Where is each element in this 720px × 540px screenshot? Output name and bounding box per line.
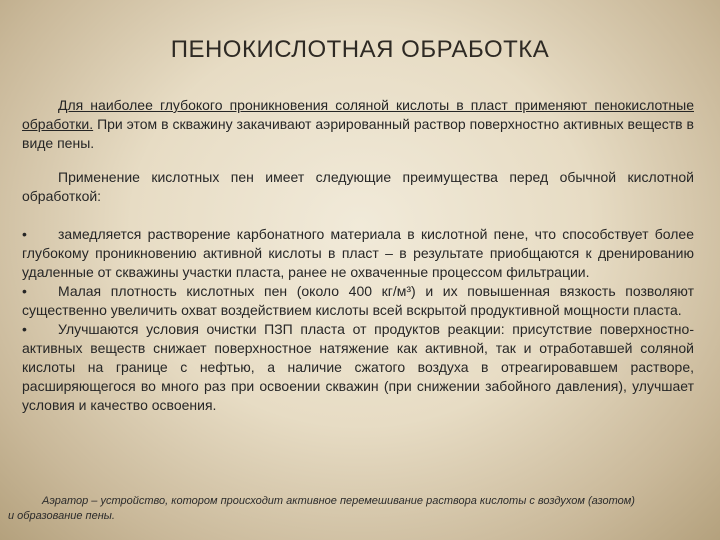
- intro-paragraph: [22, 96, 694, 153]
- bullet-text: Улучшаются условия очистки ПЗП пласта от продуктов реакции: присутствие поверхностно-активных веществ снижает поверхностное натяжение как активной, так и отработавшей соляной кислоты на границе с нефтью, а наличие сжатого воздуха в отреагировавшем растворе, расширяющегося во много раз при освоении скважин (при снижении забойного давления), улучшает условия и качество освоения.: [22, 321, 694, 413]
- bullet-text: Малая плотность кислотных пен (около 400 кг/м³) и их повышенная вязкость позволяют существенно увеличить охват воздействием кислоты всей вскрытой продуктивной мощности пласта.: [22, 283, 694, 318]
- footnote-line-1: [8, 494, 694, 509]
- bullet-marker: •: [22, 283, 27, 299]
- footnote-line-1-text: Аэратор – устройство, котором происходит активное перемешивание раствора кислоты с воздухом (азотом): [42, 495, 635, 507]
- bullet-item-3: [22, 320, 694, 415]
- slide-title: ПЕНОКИСЛОТНАЯ ОБРАБОТКА: [170, 36, 550, 63]
- bullet-item-2: [22, 282, 694, 320]
- intro-rest-text: При этом в скважину закачивают аэрированный раствор поверхностно активных веществ в виде пены.: [22, 116, 694, 151]
- bullet-item-1: [22, 225, 694, 282]
- footnote-line-2: и образование пены.: [8, 510, 115, 522]
- slide-body: [22, 96, 694, 415]
- bullet-text: замедляется растворение карбонатного материала в кислотной пене, что способствует более глубокому проникновению активной кислоты в пласт – в результате приобщаются к дренированию удаленные от скважины участки пласта, ранее не охваченные процессом фильтрации.: [22, 226, 694, 280]
- advantages-lead-paragraph: Применение кислотных пен имеет следующие преимущества перед обычной кислотной обработкой:: [22, 169, 694, 204]
- intro-underlined-text: Для наиболее глубокого проникновения соляной кислоты в пласт применяют пенокислотные обработки.: [22, 97, 694, 132]
- bullet-marker: •: [22, 321, 27, 337]
- bullet-marker: •: [22, 226, 27, 242]
- footnote: [8, 494, 694, 524]
